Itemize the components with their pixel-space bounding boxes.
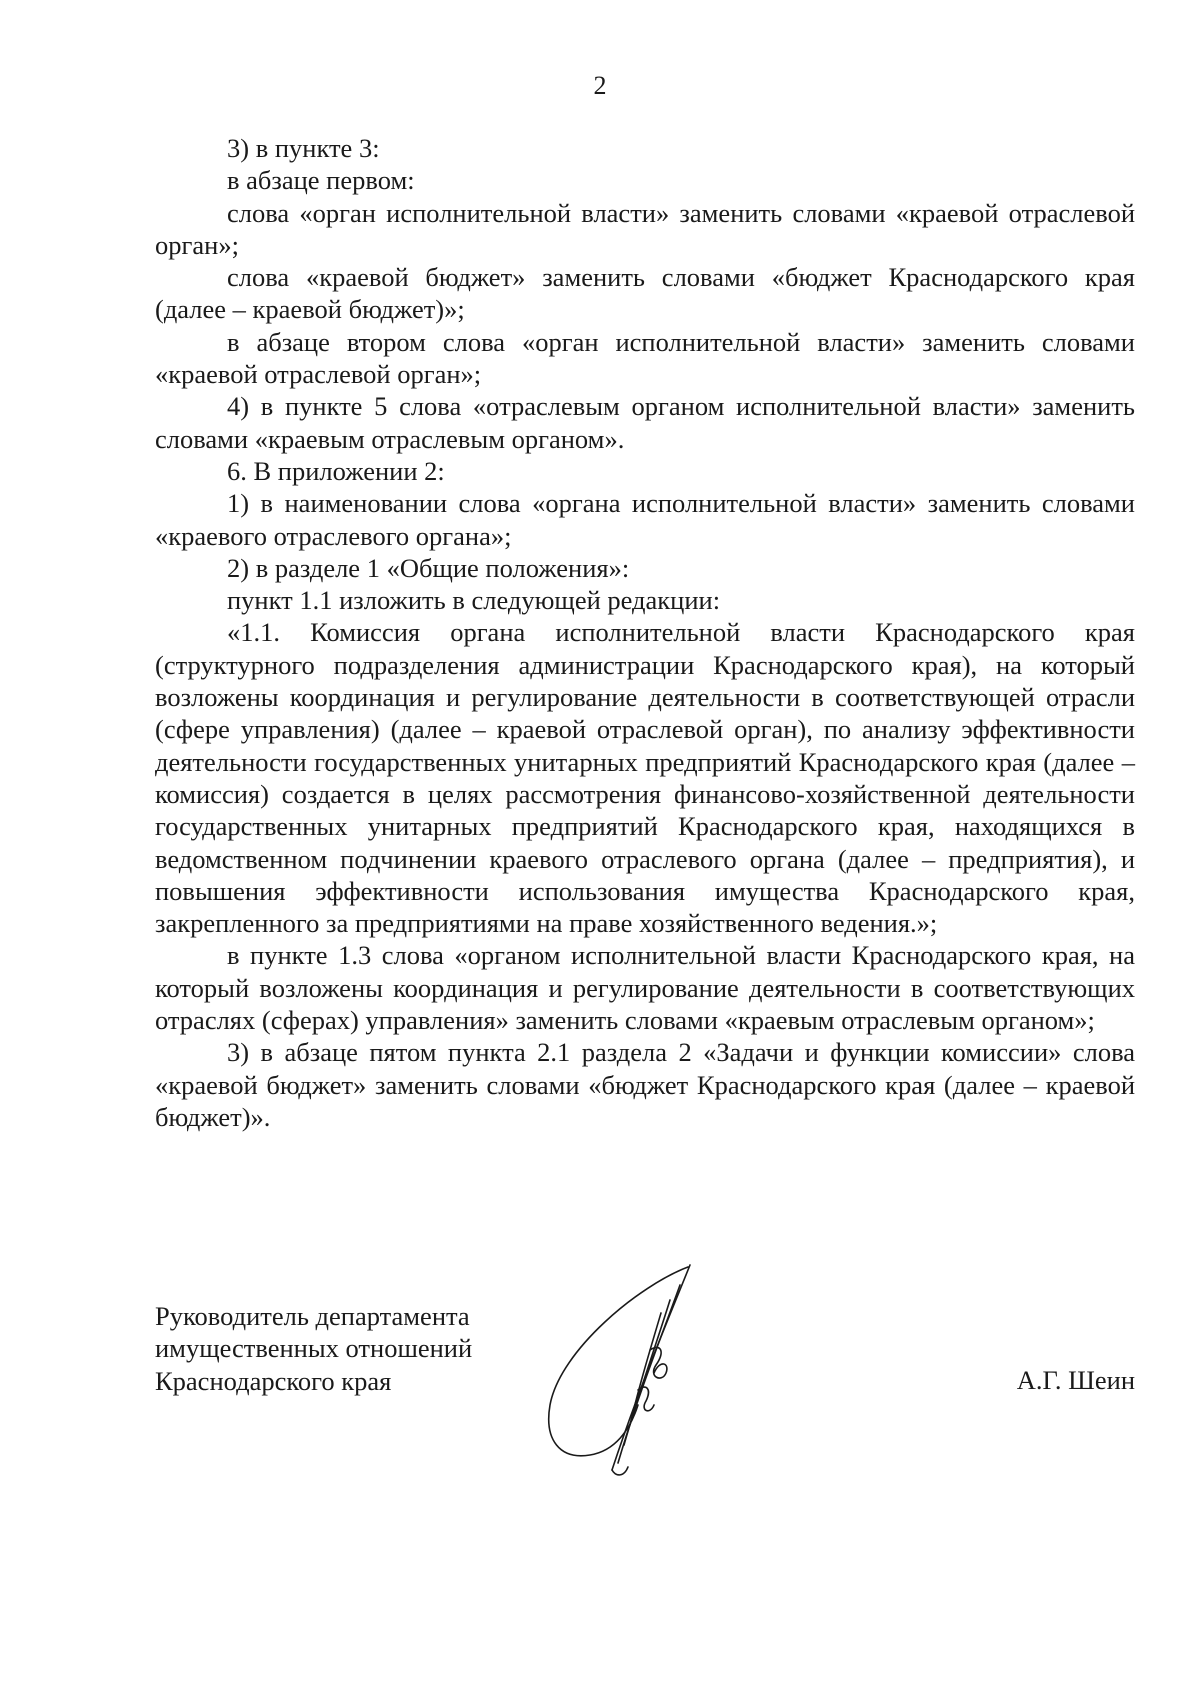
paragraph: в пункте 1.3 слова «органом исполнительной власти Краснодарского края, на который возложены координация и регулирование деятельности в соответствующих отраслях (сферах) управления» заменить словами «краевым отраслевым органом»; <box>155 940 1135 1036</box>
paragraph: в абзаце первом: <box>227 165 415 196</box>
paragraph: 6. В приложении 2: <box>227 455 445 486</box>
paragraph: 4) в пункте 5 слова «отраслевым органом исполнительной власти» заменить словами «краевым отраслевым органом». <box>155 391 1135 454</box>
paragraph: 1) в наименовании слова «органа исполнительной власти» заменить словами «краевого отраслевого органа»; <box>155 488 1135 551</box>
document-body <box>155 132 1135 1133</box>
handwritten-signature-icon <box>520 1255 760 1485</box>
paragraph: в абзаце втором слова «орган исполнительной власти» заменить словами «краевой отраслевой орган»; <box>155 326 1135 390</box>
signer-title <box>155 1300 472 1397</box>
signer-title-line: Руководитель департамента <box>155 1301 470 1331</box>
signer-title-line: имущественных отношений <box>155 1333 473 1364</box>
signer-name: А.Г. Шеин <box>1016 1365 1135 1395</box>
paragraph: 2) в разделе 1 «Общие положения»: <box>227 552 630 583</box>
paragraph: 3) в абзаце пятом пункта 2.1 раздела 2 «Задачи и функции комиссии» слова «краевой бюджет» заменить словами «бюджет Краснодарского края (далее – краевой бюджет)». <box>155 1037 1135 1132</box>
paragraph: слова «орган исполнительной власти» заменить словами «краевой отраслевой орган»; <box>155 197 1135 260</box>
signer-title-line: Краснодарского края <box>155 1365 392 1396</box>
paragraph: пункт 1.1 изложить в следующей редакции: <box>227 585 721 616</box>
paragraph: слова «краевой бюджет» заменить словами «бюджет Краснодарского края (далее – краевой бюджет)»; <box>155 262 1135 325</box>
page-number: 2 <box>593 71 607 100</box>
paragraph: 3) в пункте 3: <box>227 133 380 163</box>
paragraph: «1.1. Комиссия органа исполнительной власти Краснодарского края (структурного подразделения администрации Краснодарского края), на который возложены координация и регулирование деятельности в соответствующей отрасли (сфере управления) (далее – краевой отраслевой орган), по анализу эффективности деятельности государственных унитарных предприятий Краснодарского края (далее – комиссия) создается в целях рассмотрения финансово-хозяйственной деятельности государственных унитарных предприятий Краснодарского края, находящихся в ведомственном подчинении краевого отраслевого органа (далее – предприятия), и повышения эффективности использования имущества Краснодарского края, закрепленного за предприятиями на праве хозяйственного ведения.»; <box>155 617 1135 939</box>
